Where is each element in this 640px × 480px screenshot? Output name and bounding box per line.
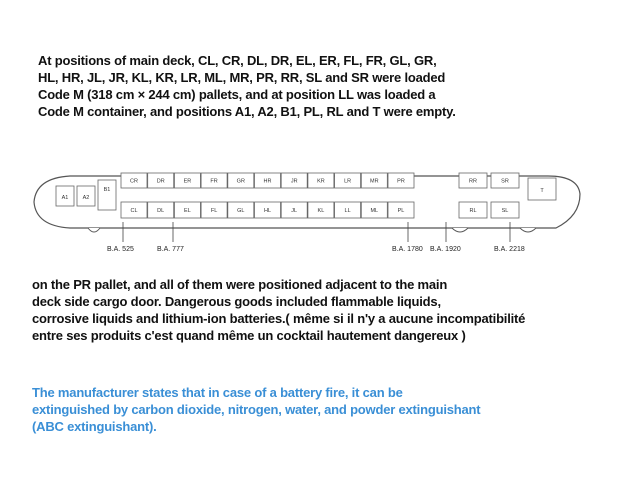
pallet-label: MR: [370, 178, 379, 185]
note-line: extinguished by carbon dioxide, nitrogen, water, and powder extinguishant: [32, 402, 481, 417]
slot-box: [98, 180, 116, 210]
pallet-label: HL: [263, 208, 272, 214]
intro-line: At positions of main deck, CL, CR, DL, DR, EL, ER, FL, FR, GL, GR,: [38, 53, 437, 68]
top-row-pallets: [121, 173, 414, 188]
pallet-label: GL: [237, 208, 245, 214]
pallet-label: PL: [397, 208, 405, 214]
pallet-label: CL: [130, 208, 138, 214]
pallet-label: EL: [184, 208, 191, 214]
middle-line: corrosive liquids and lithium-ion batteries.( même si il n'y a aucune incompatibilité: [32, 311, 526, 326]
pallet-label: GR: [236, 178, 245, 185]
pallet-label: FL: [210, 208, 218, 214]
pallet-label: DR: [156, 178, 165, 185]
pallet-label: CR: [130, 178, 138, 185]
pallet-label: RR: [469, 178, 477, 185]
note-line: The manufacturer states that in case of a battery fire, it can be: [32, 385, 403, 400]
pallet-label: LR: [344, 178, 352, 185]
intro-line: HL, HR, JL, JR, KL, KR, LR, ML, MR, PR, RR, SL and SR were loaded: [38, 70, 446, 85]
note-line: (ABC extinguishant).: [32, 419, 157, 434]
dangerous-goods-paragraph: [32, 276, 632, 344]
door-marker: [452, 228, 468, 232]
pallet-label: ER: [183, 178, 192, 185]
pallet-label: DL: [157, 208, 165, 214]
middle-line: on the PR pallet, and all of them were positioned adjacent to the main: [32, 277, 448, 292]
pallet-label: HR: [263, 178, 272, 185]
intro-paragraph: [38, 52, 618, 120]
pallet-label: RL: [469, 208, 477, 214]
station-label: B.A. 2218: [494, 246, 525, 253]
intro-line: Code M container, and positions A1, A2, B1, PL, RL and T were empty.: [38, 104, 456, 119]
slot-label: A2: [82, 195, 90, 201]
station-label: B.A. 525: [107, 246, 134, 253]
door-marker: [520, 228, 536, 232]
main-deck-layout-diagram: [28, 158, 588, 258]
door-marker: [88, 228, 100, 232]
manufacturer-note-paragraph: [32, 384, 622, 435]
station-label: B.A. 1780: [392, 246, 423, 253]
station-label: B.A. 777: [157, 246, 184, 253]
pallet-label: SR: [501, 178, 509, 185]
pallet-label: KL: [317, 208, 325, 214]
pallet-label: PR: [397, 178, 405, 185]
intro-line: Code M (318 cm × 244 cm) pallets, and at position LL was loaded a: [38, 87, 436, 102]
middle-line: entre ses produits c'est quand même un cocktail hautement dangereux ): [32, 328, 466, 343]
middle-line: deck side cargo door. Dangerous goods included flammable liquids,: [32, 294, 441, 309]
pallet-label: JL: [291, 208, 298, 214]
pallet-label: KR: [317, 178, 325, 185]
pallet-label: ML: [370, 208, 379, 214]
slot-label: A1: [61, 195, 69, 201]
pallet-label: FR: [210, 178, 218, 185]
pallet-label: JR: [290, 178, 298, 185]
slot-label: T: [540, 188, 544, 194]
slot-label: B1: [103, 187, 111, 193]
tail-slot: [528, 178, 556, 200]
bottom-row-pallets: [121, 202, 414, 218]
pallet-label: SL: [501, 208, 509, 214]
pallet-label: LL: [344, 208, 351, 214]
station-label: B.A. 1920: [430, 246, 461, 253]
